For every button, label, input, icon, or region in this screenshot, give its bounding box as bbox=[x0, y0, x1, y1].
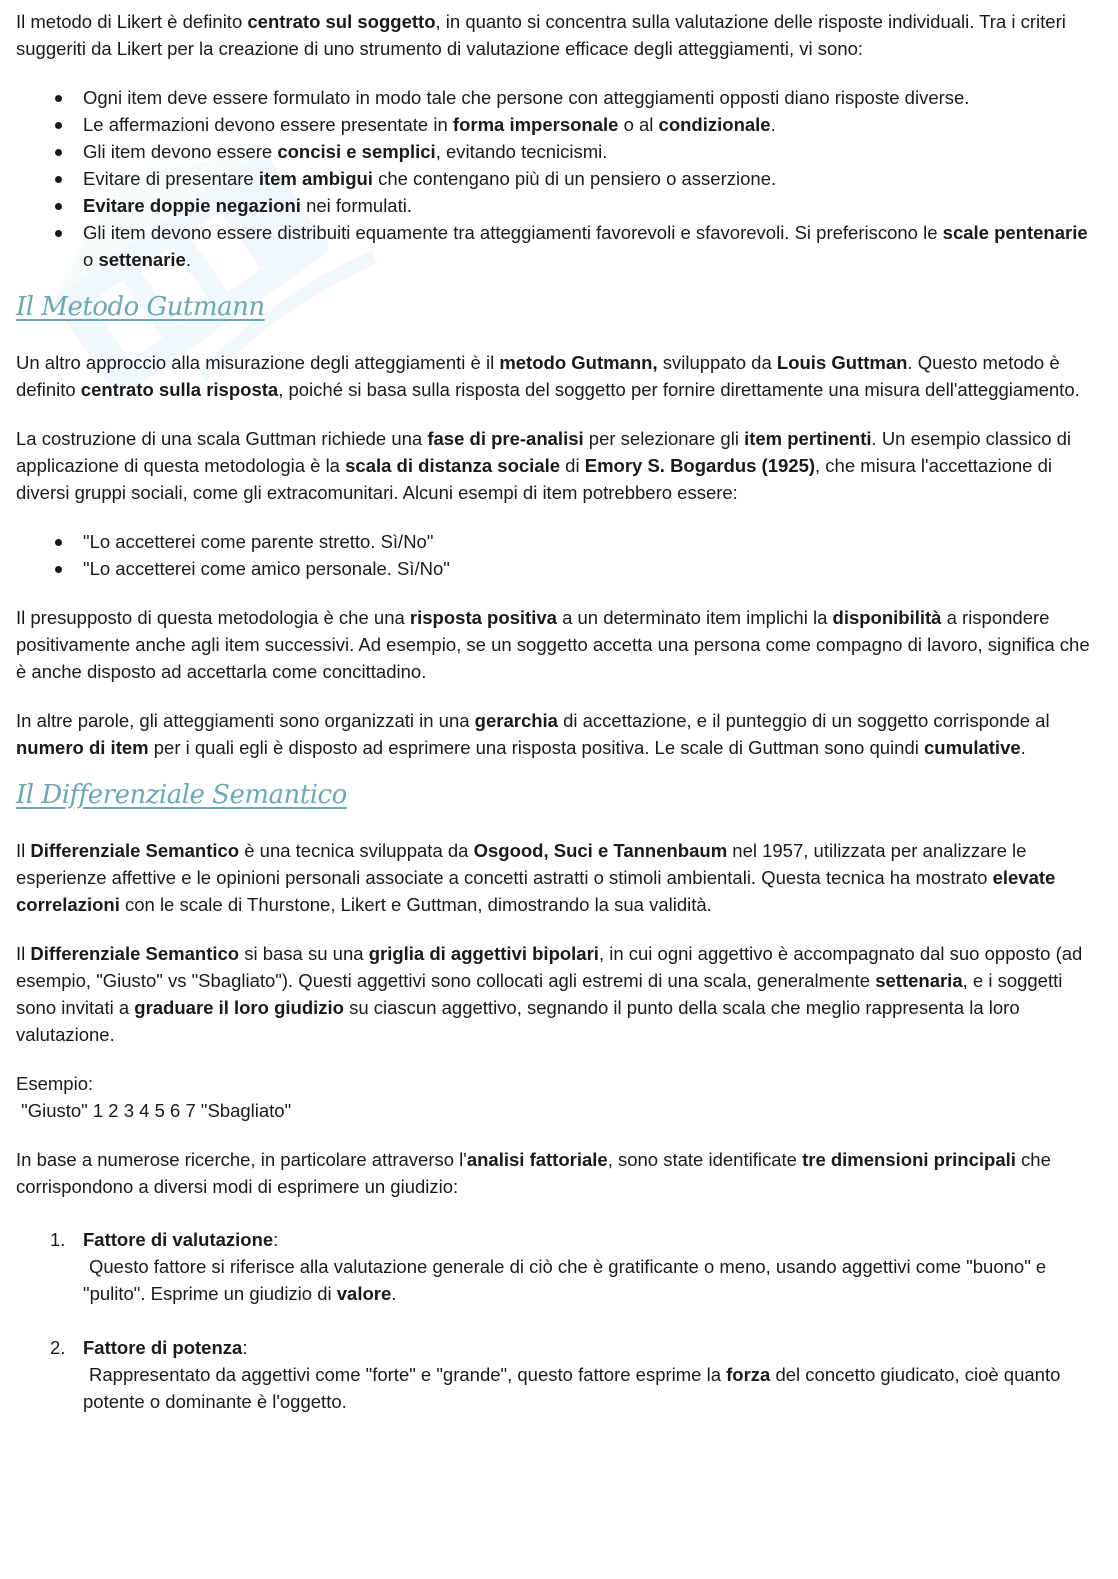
likert-criteria-list bbox=[16, 84, 1096, 273]
semantic-paragraph-2: Il Differenziale Semantico si basa su una griglia di aggettivi bipolari, in cui ogni aggettivo è accompagnato dal suo opposto (ad esempio, "Giusto" vs "Sbagliato"). Questi aggettivi sono collocati agli estremi di una scala, generalmente settenaria, e i soggetti sono invitati a graduare il loro giudizio su ciascun aggettivo, segnando il punto della scala che meglio rappresenta la loro valutazione. bbox=[16, 943, 1083, 1045]
gutmann-paragraph-2: La costruzione di una scala Guttman richiede una fase di pre-analisi per selezionare gli item pertinenti. Un esempio classico di applicazione di questa metodologia è la scala di distanza sociale di Emory S. Bogardus (1925), che misura l'accettazione di diversi gruppi sociali, come gli extracomunitari. Alcuni esempi di item potrebbero essere: bbox=[16, 428, 1072, 503]
semantic-example: Esempio: "Giusto" 1 2 3 4 5 6 7 "Sbagliato" bbox=[16, 1073, 292, 1121]
gutmann-heading: Il Metodo Gutmann bbox=[16, 292, 265, 322]
semantic-paragraph-3: In base a numerose ricerche, in particolare attraverso l'analisi fattoriale, sono state identificate tre dimensioni principali che corrispondono a diversi modi di esprimere un giudizio: bbox=[16, 1149, 1051, 1197]
list-item: Evitare doppie negazioni nei formulati. bbox=[16, 192, 1096, 219]
document-body bbox=[16, 8, 1096, 1442]
list-item: Gli item devono essere concisi e semplici, evitando tecnicismi. bbox=[16, 138, 1096, 165]
list-item: Gli item devono essere distribuiti equamente tra atteggiamenti favorevoli e sfavorevoli. Si preferiscono le scale pentenarie o settenarie. bbox=[16, 219, 1096, 273]
list-item: "Lo accetterei come amico personale. Sì/No" bbox=[16, 555, 1096, 582]
gutmann-paragraph-1: Un altro approccio alla misurazione degli atteggiamenti è il metodo Gutmann, sviluppato da Louis Guttman. Questo metodo è definito centrato sulla risposta, poiché si basa sulla risposta del soggetto per fornire direttamente una misura dell'atteggiamento. bbox=[16, 352, 1080, 400]
list-item: 1. Fattore di valutazione: Questo fattore si riferisce alla valutazione generale di ciò che è gratificante o meno, usando aggettivi come "buono" e "pulito". Esprime un giudizio di valore. bbox=[50, 1229, 1047, 1304]
semantic-paragraph-1: Il Differenziale Semantico è una tecnica sviluppata da Osgood, Suci e Tannenbaum nel 1957, utilizzata per analizzare le esperienze affettive e le opinioni personali associate a concetti astratti o stimoli ambientali. Questa tecnica ha mostrato elevate correlazioni con le scale di Thurstone, Likert e Guttman, dimostrando la sua validità. bbox=[16, 840, 1056, 915]
list-item: 2. Fattore di potenza: Rappresentato da aggettivi come "forte" e "grande", questo fattore esprime la forza del concetto giudicato, cioè quanto potente o dominante è l'oggetto. bbox=[50, 1337, 1061, 1412]
list-item: Evitare di presentare item ambigui che contengano più di un pensiero o asserzione. bbox=[16, 165, 1096, 192]
factors-list bbox=[16, 1226, 1096, 1415]
list-item: Ogni item deve essere formulato in modo tale che persone con atteggiamenti opposti diano risposte diverse. bbox=[16, 84, 1096, 111]
likert-intro-paragraph: Il metodo di Likert è definito centrato sul soggetto, in quanto si concentra sulla valutazione delle risposte individuali. Tra i criteri suggeriti da Likert per la creazione di uno strumento di valutazione efficace degli atteggiamenti, vi sono: bbox=[16, 11, 1066, 59]
list-item: "Lo accetterei come parente stretto. Sì/No" bbox=[16, 528, 1096, 555]
gutmann-examples-list bbox=[16, 528, 1096, 582]
gutmann-paragraph-3: Il presupposto di questa metodologia è che una risposta positiva a un determinato item implichi la disponibilità a rispondere positivamente anche agli item successivi. Ad esempio, se un soggetto accetta una persona come compagno di lavoro, significa che è anche disposto ad accettarla come concittadino. bbox=[16, 607, 1090, 682]
gutmann-paragraph-4: In altre parole, gli atteggiamenti sono organizzati in una gerarchia di accettazione, e il punteggio di un soggetto corrisponde al numero di item per i quali egli è disposto ad esprimere una risposta positiva. Le scale di Guttman sono quindi cumulative. bbox=[16, 710, 1050, 758]
semantic-differential-heading: Il Differenziale Semantico bbox=[16, 780, 347, 810]
list-item: Le affermazioni devono essere presentate in forma impersonale o al condizionale. bbox=[16, 111, 1096, 138]
